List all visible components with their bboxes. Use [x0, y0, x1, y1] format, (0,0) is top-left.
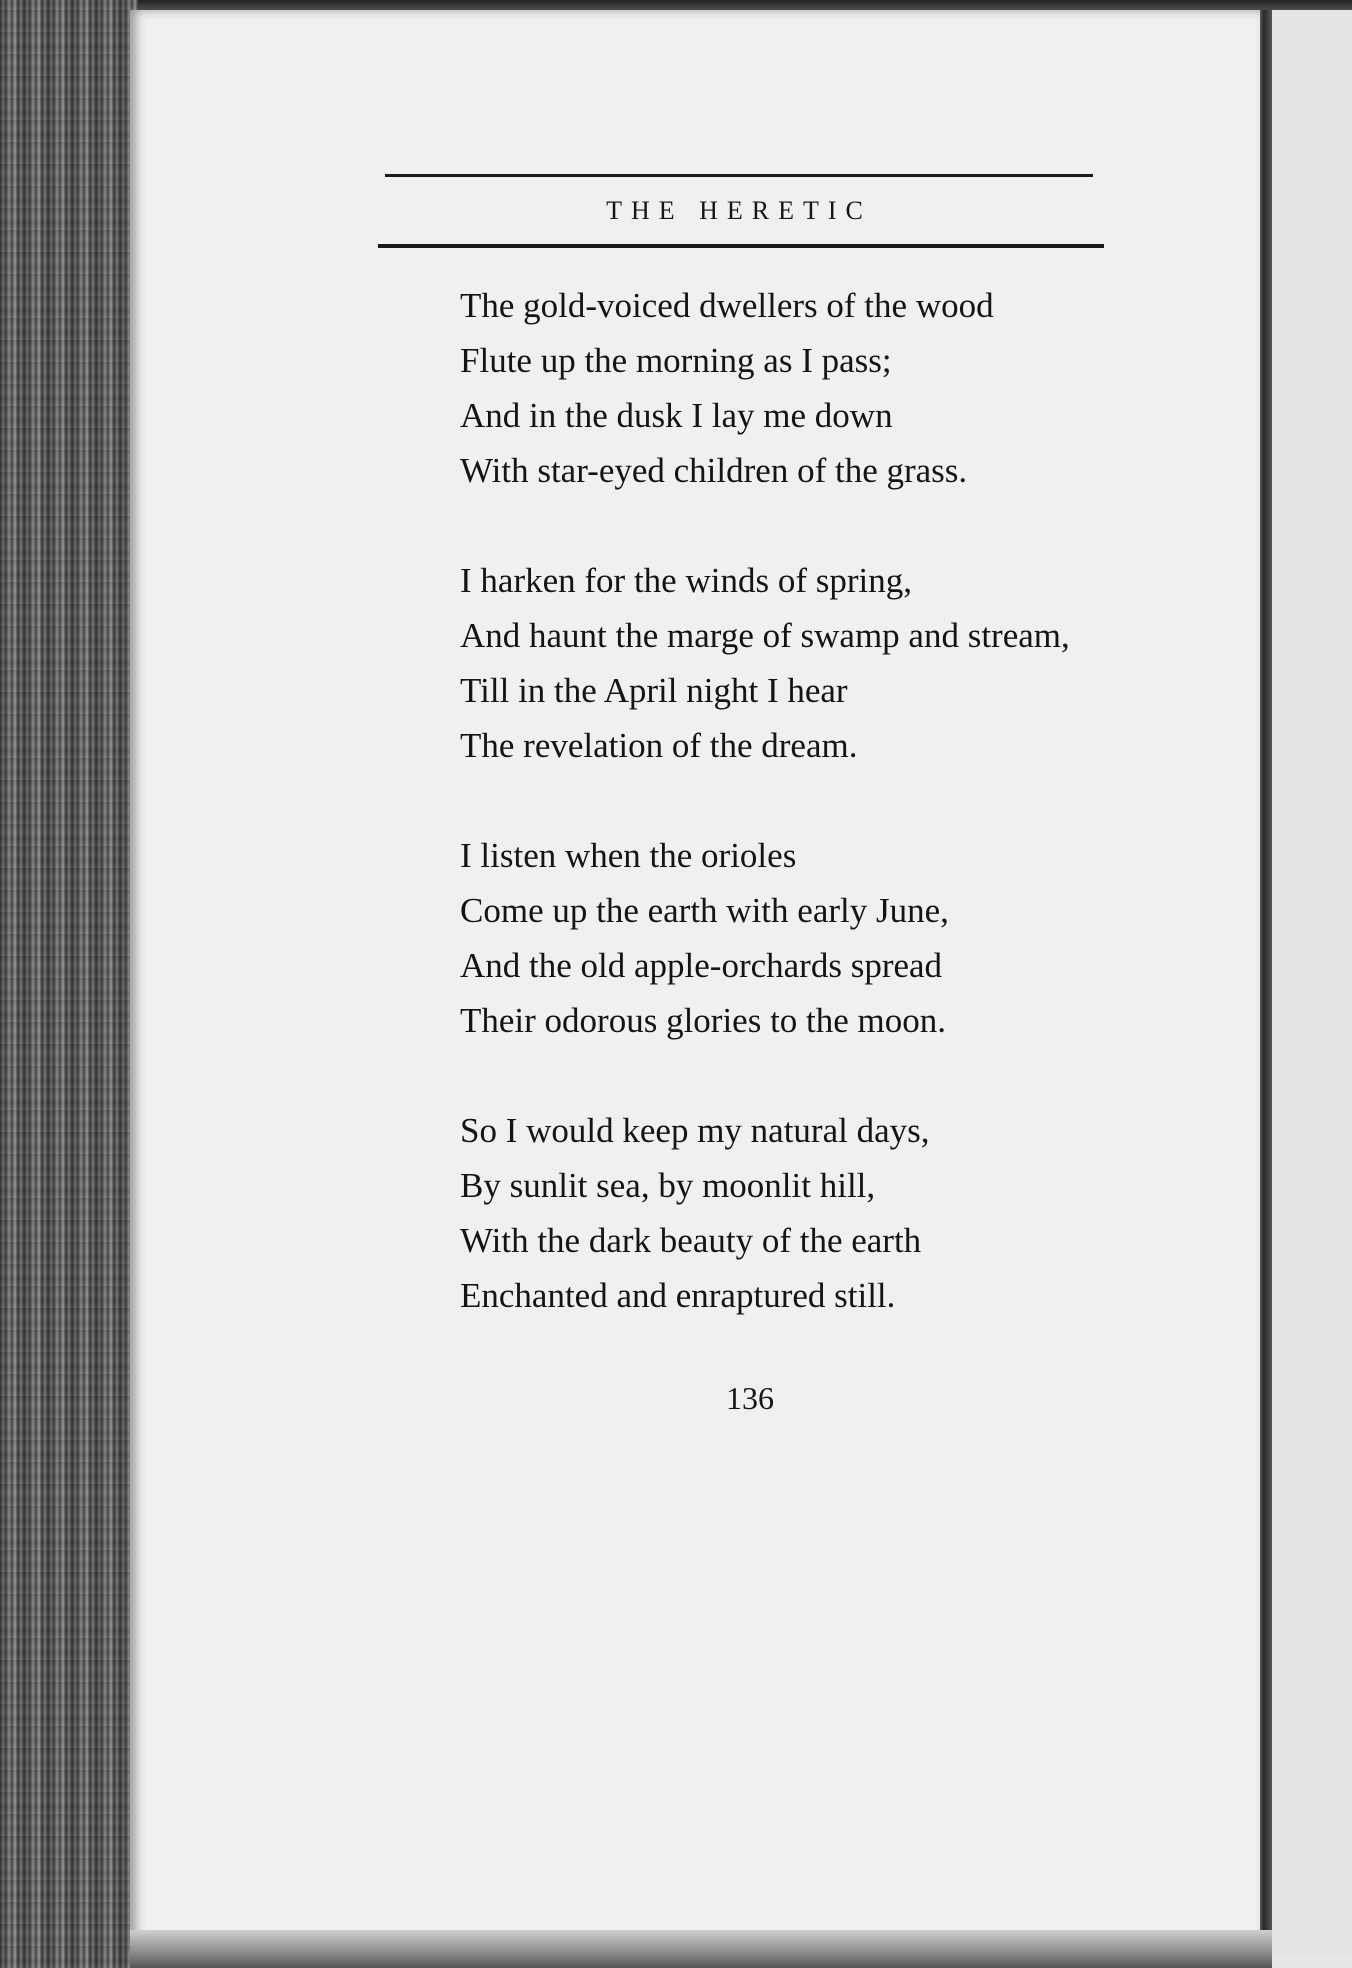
- poem-line: Flute up the morning as I pass;: [460, 341, 892, 380]
- page-number: 136: [726, 1380, 774, 1416]
- poem-line: And in the dusk I lay me down: [460, 396, 893, 435]
- poem-line: Their odorous glories to the moon.: [460, 1001, 947, 1040]
- running-head: THE HERETIC: [606, 196, 872, 225]
- poem-line: I listen when the orioles: [460, 836, 797, 875]
- book-fore-edge: [0, 0, 138, 1968]
- poem-line: With the dark beauty of the earth: [460, 1221, 922, 1260]
- poem-line: With star-eyed children of the grass.: [460, 451, 968, 490]
- poem-line: And haunt the marge of swamp and stream,: [460, 616, 1070, 655]
- poem-line: By sunlit sea, by moonlit hill,: [460, 1166, 876, 1205]
- header-rule-bottom: [378, 244, 1104, 248]
- poem-line: The gold-voiced dwellers of the wood: [460, 286, 994, 325]
- adjacent-page: [1272, 10, 1352, 1955]
- poem-line: So I would keep my natural days,: [460, 1111, 930, 1150]
- header-rule-top: [385, 174, 1093, 177]
- poem-line: Enchanted and enraptured still.: [460, 1276, 896, 1315]
- stanza: [460, 1103, 1180, 1323]
- stanza: [460, 553, 1180, 773]
- poem-line: I harken for the winds of spring,: [460, 561, 912, 600]
- stanza: [460, 278, 1180, 498]
- stanza: [460, 828, 1180, 1048]
- page-bottom-edge: [130, 1930, 1272, 1968]
- poem-line: Till in the April night I hear: [460, 671, 848, 710]
- poem-line: And the old apple-orchards spread: [460, 946, 943, 985]
- poem-line: Come up the earth with early June,: [460, 891, 949, 930]
- poem-line: The revelation of the dream.: [460, 726, 858, 765]
- poem-body: [460, 278, 1180, 1378]
- gutter-shadow: [1258, 10, 1272, 1955]
